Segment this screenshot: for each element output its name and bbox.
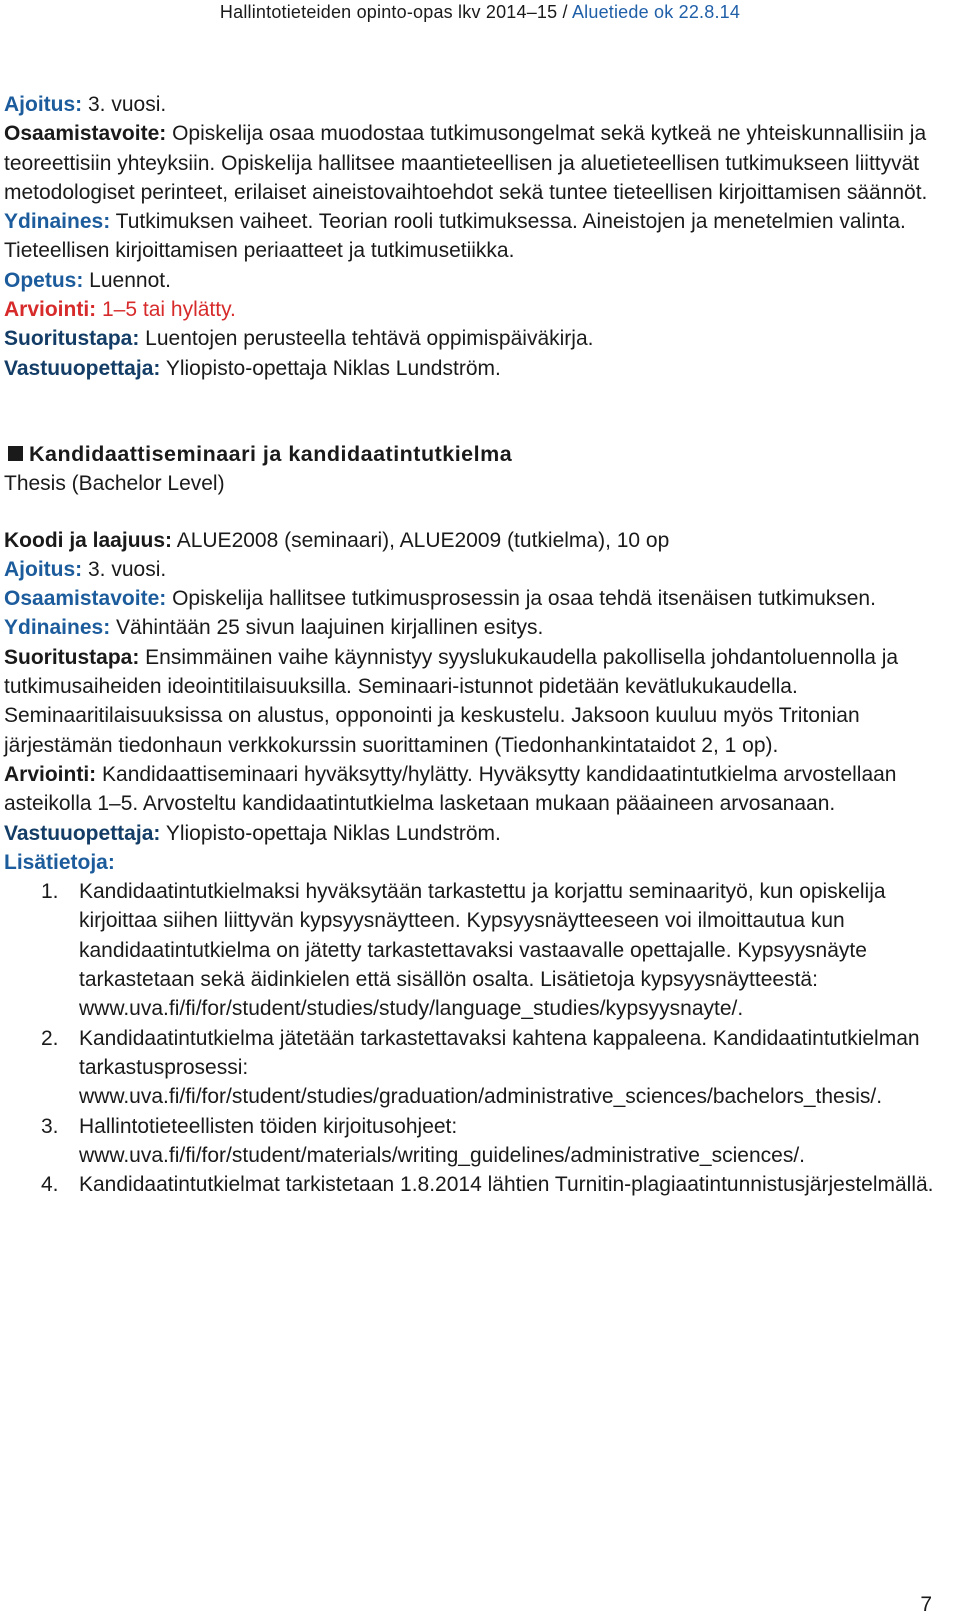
header-title: Hallintotieteiden opinto-opas lkv 2014–15 /	[219, 2, 572, 22]
vastuuopettaja-line	[4, 354, 944, 383]
suoritustapa2-label: Suoritustapa:	[4, 645, 140, 669]
list-item-text: Kandidaatintutkielmat tarkistetaan 1.8.2014 lähtien Turnitin-plagiaatintunnistusjärjestelmällä.	[79, 1173, 934, 1197]
ydinaines2-value: Vähintään 25 sivun laajuinen kirjallinen esitys.	[110, 616, 544, 640]
lisatietoja-label: Lisätietoja:	[4, 850, 115, 874]
document-body	[4, 90, 944, 1199]
vastuuopettaja-value: Yliopisto-opettaja Niklas Lundström.	[160, 356, 501, 380]
bullet-square-icon	[8, 446, 23, 461]
course-subtitle: Thesis (Bachelor Level)	[4, 472, 225, 496]
osaamistavoite-line	[4, 119, 944, 207]
page-number: 7	[920, 1593, 932, 1616]
page-header	[0, 0, 960, 24]
arviointi-value: 1–5 tai hylätty.	[96, 298, 236, 322]
ajoitus2-value: 3. vuosi.	[82, 557, 167, 581]
ajoitus2-line	[4, 555, 944, 584]
course-title-text: Kandidaattiseminaari ja kandidaatintutkielma	[29, 441, 513, 466]
suoritustapa2-line	[4, 643, 944, 760]
opetus-value: Luennot.	[83, 268, 171, 292]
koodi-label: Koodi ja laajuus:	[4, 528, 173, 552]
list-item-number: 3.	[41, 1114, 59, 1138]
ajoitus-value: 3. vuosi.	[82, 93, 167, 116]
list-item-number: 2.	[41, 1026, 59, 1050]
ydinaines2-label: Ydinaines:	[4, 616, 111, 640]
suoritustapa2-value: Ensimmäinen vaihe käynnistyy syyslukukaudella pakollisella johdantoluennolla ja tutkimusaiheiden ideointitilaisuuksilla. Seminaari-istunnot pidetään kevätlukukaudella. Seminaaritilaisuuksissa on alustus, opponointi ja keskustelu. Jaksoon kuuluu myös Tritonian järjestämän tiedonhaun verkkokurssin suorittaminen (Tiedonhankintataidot 2, 1 op).	[4, 645, 899, 757]
osaamistavoite2-label: Osaamistavoite:	[4, 587, 167, 611]
suoritustapa-label: Suoritustapa:	[4, 327, 140, 351]
vastuuopettaja2-line	[4, 819, 944, 848]
list-item-number: 1.	[41, 880, 59, 904]
vastuuopettaja-label: Vastuuopettaja:	[4, 356, 161, 380]
suoritustapa-line	[4, 324, 944, 353]
list-item-text: Kandidaatintutkielma jätetään tarkastettavaksi kahtena kappaleena. Kandidaatintutkielman tarkastusprosessi: www.uva.fi/fi/for/student/studies/graduation/administrative_sciences/bachelors_thesis/.	[79, 1026, 920, 1109]
opetus-label: Opetus:	[4, 268, 84, 292]
arviointi-line	[4, 295, 944, 324]
osaamistavoite-label: Osaamistavoite:	[4, 122, 167, 146]
lisatietoja-list	[4, 877, 944, 1199]
koodi-line	[4, 526, 944, 555]
opetus-line	[4, 266, 944, 295]
osaamistavoite2-line	[4, 584, 944, 613]
ajoitus-label: Ajoitus:	[4, 93, 83, 116]
vastuuopettaja2-label: Vastuuopettaja:	[4, 821, 161, 845]
lisatietoja-line	[4, 848, 944, 877]
koodi-value: ALUE2008 (seminaari), ALUE2009 (tutkielma), 10 op	[172, 528, 670, 552]
arviointi-label: Arviointi:	[4, 298, 97, 322]
list-item	[41, 1024, 944, 1112]
ydinaines2-line	[4, 613, 944, 642]
arviointi2-label: Arviointi:	[4, 762, 97, 786]
list-item-number: 4.	[41, 1173, 59, 1197]
arviointi2-line	[4, 760, 944, 819]
ajoitus2-label: Ajoitus:	[4, 557, 83, 581]
osaamistavoite2-value: Opiskelija hallitsee tutkimusprosessin ja osaa tehdä itsenäisen tutkimuksen.	[166, 587, 876, 611]
ajoitus-line	[4, 90, 944, 119]
list-item	[41, 877, 944, 1023]
arviointi2-value: Kandidaattiseminaari hyväksytty/hylätty. Hyväksytty kandidaatintutkielma arvostellaan asteikolla 1–5. Arvosteltu kandidaatintutkielma lasketaan mukaan pääaineen arvosanaan.	[4, 762, 897, 816]
ydinaines-line	[4, 207, 944, 266]
ydinaines-label: Ydinaines:	[4, 210, 111, 234]
list-item-text: Hallintotieteellisten töiden kirjoitusohjeet: www.uva.fi/fi/for/student/materials/writing_guidelines/administrative_sciences/.	[79, 1114, 805, 1167]
ydinaines-value: Tutkimuksen vaiheet. Teorian rooli tutkimuksessa. Aineistojen ja menetelmien valinta. Tieteellisen kirjoittamisen periaatteet ja tutkimusetiikka.	[4, 210, 906, 263]
list-item	[41, 1112, 944, 1171]
suoritustapa-value: Luentojen perusteella tehtävä oppimispäiväkirja.	[139, 327, 594, 351]
header-title-accent: Aluetiede ok 22.8.14	[571, 2, 741, 22]
list-item-text: Kandidaatintutkielmaksi hyväksytään tarkastettu ja korjattu seminaarityö, kun opiskelija kirjoittaa siihen liittyvän kypsyysnäytteen. Kypsyysnäytteeseen voi ilmoittautua kun kandidaatintutkielma on jätetty tarkastettavaksi vastaavalle opettajalle. Kypsyysnäyte tarkastetaan sekä äidinkielen että sisällön osalta. Lisätietoja kypsyysnäytteestä: www.uva.fi/fi/for/student/studies/study/language_studies/kypsyysnayte/.	[79, 880, 886, 1021]
list-item	[41, 1170, 944, 1199]
osaamistavoite-value: Opiskelija osaa muodostaa tutkimusongelmat sekä kytkeä ne yhteiskunnallisiin ja teoreettisiin yhteyksiin. Opiskelija hallitsee maantieteellisen ja aluetieteellisen tutkimukseen liittyvät metodologiset perinteet, erilaiset aineistovaihtoehdot sekä tuntee tieteellisen kirjoittamisen säännöt.	[4, 122, 928, 204]
vastuuopettaja2-value: Yliopisto-opettaja Niklas Lundström.	[160, 821, 501, 845]
course-title	[4, 440, 944, 469]
